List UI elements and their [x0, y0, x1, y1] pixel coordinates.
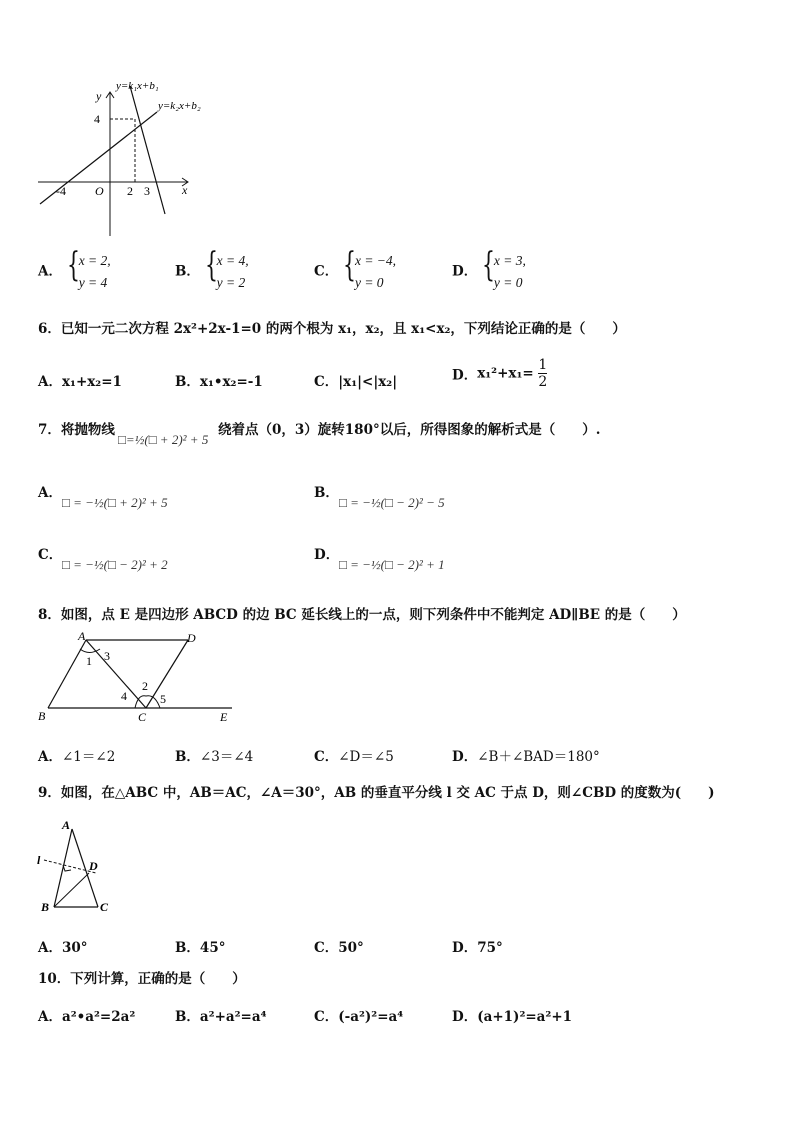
- q6-option-a[interactable]: A．x₁+x₂=1: [38, 374, 122, 390]
- q5-option-d[interactable]: D． { x = 3, y = 0: [452, 250, 526, 294]
- q5-tick-4: 4: [94, 112, 100, 126]
- q7-option-a[interactable]: A．: [38, 485, 62, 501]
- q7-formula-b: □ = −½(□ − 2)² − 5: [339, 495, 445, 510]
- q9-label-b: B: [41, 900, 50, 914]
- q5-tick-2: 2: [127, 184, 133, 198]
- q8-angle-5: 5: [160, 692, 166, 706]
- q9-option-a[interactable]: A．30°: [38, 940, 88, 956]
- q8-line-dc: [146, 640, 188, 708]
- q5-y-label: y: [96, 89, 102, 103]
- q7-stem: 7．将抛物线: [38, 422, 115, 438]
- q9-option-c[interactable]: C．50°: [314, 940, 364, 956]
- q7-formula: □=½(□ + 2)² + 5: [118, 432, 209, 447]
- q8-option-a[interactable]: A．∠1＝∠2: [38, 749, 116, 765]
- q7-option-c[interactable]: C．: [38, 547, 63, 563]
- q8-angle-2: 2: [142, 679, 148, 693]
- q8-stem: 8．如图，点 E 是四边形 ABCD 的边 BC 延长线上的一点，则下列条件中不能判定 AD∥BE 的是（ ）: [38, 607, 686, 623]
- q5-option-a[interactable]: A． { x = 2, y = 4: [38, 250, 111, 294]
- q5-label-line2: y=k₂x+b₂: [158, 100, 201, 112]
- q6-stem: 6．已知一元二次方程 2x²+2x-1=0 的两个根为 x₁，x₂，且 x₁<x₂，下列结论正确的是（ ）: [38, 321, 626, 337]
- q10-option-d[interactable]: D．(a+1)²=a²+1: [452, 1009, 573, 1025]
- q9-label-l: l: [37, 853, 41, 867]
- q6-option-b[interactable]: B．x₁•x₂=-1: [175, 374, 263, 390]
- q8-option-b[interactable]: B．∠3＝∠4: [175, 749, 254, 765]
- q8-label-b: B: [38, 709, 46, 723]
- q6-option-c[interactable]: C．|x₁|<|x₂|: [314, 374, 398, 390]
- q5-system-b: { x = 4, y = 2: [204, 245, 249, 290]
- q9-right-angle: [63, 865, 71, 871]
- q5-graph: [34, 76, 224, 241]
- q9-label-d: D: [89, 859, 98, 873]
- q10-option-b[interactable]: B．a²+a²=a⁴: [175, 1009, 267, 1025]
- q5-option-c[interactable]: C． { x = −4, y = 0: [314, 250, 396, 294]
- q5-x-label: x: [182, 183, 188, 197]
- q8-label-d: D: [187, 631, 196, 645]
- q7-formula-d: □ = −½(□ − 2)² + 1: [339, 557, 445, 572]
- q8-line-ac: [86, 640, 146, 708]
- q7-formula-c: □ = −½(□ − 2)² + 2: [62, 557, 168, 572]
- q9-label-c: C: [100, 900, 109, 914]
- q7-option-d[interactable]: D．: [314, 547, 340, 563]
- q5-option-b[interactable]: B． { x = 4, y = 2: [175, 250, 249, 294]
- q8-option-d[interactable]: D．∠B＋∠BAD＝180°: [452, 749, 600, 765]
- q5-label-line1: y=k₁x+b₁: [116, 80, 159, 92]
- q8-line-ab: [48, 640, 86, 708]
- q5-tick-neg4: -4: [56, 184, 66, 198]
- q8-figure: [34, 630, 244, 725]
- q6-fraction: $\frac{1}{2}$: [538, 357, 548, 390]
- q5-system-a: { x = 2, y = 4: [66, 245, 111, 290]
- q9-option-b[interactable]: B．45°: [175, 940, 226, 956]
- q5-system-d: { x = 3, y = 0: [481, 245, 526, 290]
- q10-stem: 10．下列计算，正确的是（ ）: [38, 971, 246, 987]
- q5-tick-3: 3: [144, 184, 150, 198]
- q10-option-a[interactable]: A．a²•a²=2a²: [38, 1009, 136, 1025]
- q8-option-c[interactable]: C．∠D＝∠5: [314, 749, 394, 765]
- q9-option-d[interactable]: D．75°: [452, 940, 503, 956]
- q8-angle-1: 1: [86, 654, 92, 668]
- q8-angle-4: 4: [121, 689, 127, 703]
- q9-figure: [34, 815, 124, 920]
- q9-line-bd: [54, 873, 89, 907]
- q6-option-d[interactable]: D．x₁²+x₁= $\frac{1}{2}$: [452, 357, 548, 390]
- q5-origin: O: [95, 184, 104, 198]
- q8-label-e: E: [220, 710, 228, 724]
- q8-label-c: C: [138, 710, 147, 724]
- q7-stem-rest: 绕着点（0，3）旋转180°以后，所得图象的解析式是（ ）.: [218, 422, 601, 438]
- q10-option-c[interactable]: C．(-a²)²=a⁴: [314, 1009, 404, 1025]
- q9-label-a: A: [62, 818, 71, 832]
- q7-formula-a: □ = −½(□ + 2)² + 5: [62, 495, 168, 510]
- q8-label-a: A: [78, 630, 86, 643]
- q9-line-ab: [54, 829, 72, 907]
- q5-system-c: { x = −4, y = 0: [342, 245, 397, 290]
- q7-option-b[interactable]: B．: [314, 485, 339, 501]
- q9-stem: 9．如图，在△ABC 中，AB＝AC，∠A＝30°，AB 的垂直平分线 l 交 AC 于点 D，则∠CBD 的度数为( ): [38, 785, 715, 801]
- q8-angle-3: 3: [104, 649, 110, 663]
